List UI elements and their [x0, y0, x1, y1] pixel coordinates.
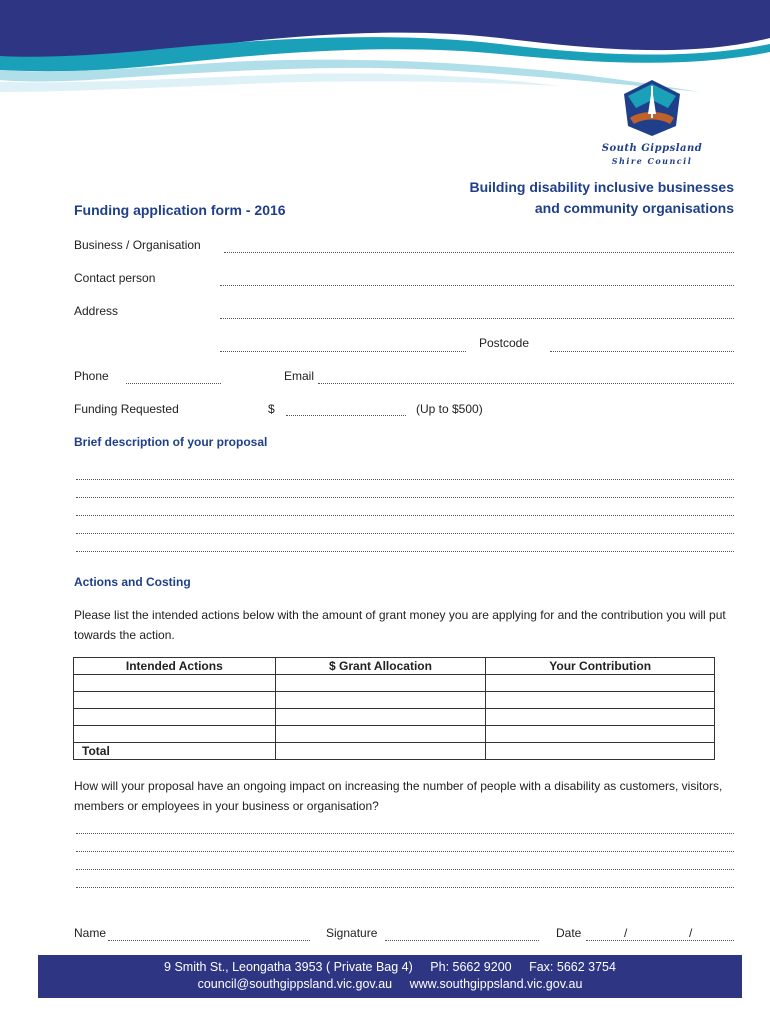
form-title: Funding application form - 2016 [74, 202, 286, 218]
brief-line-4[interactable] [76, 533, 734, 534]
total-contribution-cell[interactable] [486, 743, 715, 760]
brief-line-2[interactable] [76, 497, 734, 498]
contribution-cell[interactable] [486, 692, 715, 709]
contact-label: Contact person [74, 271, 156, 285]
council-name-line2: Shire Council [611, 156, 693, 166]
funding-label: Funding Requested [74, 402, 179, 416]
funding-amount-field[interactable] [286, 415, 406, 416]
footer-row-1 [38, 959, 742, 976]
table-row [74, 692, 715, 709]
impact-line-2[interactable] [76, 851, 734, 852]
contact-field[interactable] [220, 285, 734, 286]
postcode-label: Postcode [479, 336, 530, 350]
footer-row-2 [38, 976, 742, 993]
action-cell[interactable] [74, 709, 276, 726]
footer-address: 9 Smith St., Leongatha 3953 ( Private Bag 4) [164, 960, 413, 974]
impact-line-3[interactable] [76, 869, 734, 870]
contact-footer [38, 955, 742, 998]
address-field-line2[interactable] [220, 351, 466, 352]
costing-table [73, 657, 715, 760]
address-field-line1[interactable] [220, 318, 734, 319]
table-row [74, 675, 715, 692]
brief-line-1[interactable] [76, 479, 734, 480]
name-label: Name [74, 926, 107, 940]
footer-website[interactable]: www.southgippsland.vic.gov.au [409, 977, 583, 991]
brief-description-heading: Brief description of your proposal [74, 435, 268, 449]
date-field[interactable] [586, 940, 734, 941]
brief-line-3[interactable] [76, 515, 734, 516]
grant-cell[interactable] [275, 726, 486, 743]
grant-cell[interactable] [275, 692, 486, 709]
date-separator-1: / [624, 926, 628, 940]
postcode-field[interactable] [550, 351, 734, 352]
total-label: Total [74, 743, 276, 760]
council-name-line1: South Gippsland [601, 143, 703, 154]
footer-email[interactable]: council@southgippsland.vic.gov.au [197, 977, 393, 991]
program-heading [469, 177, 734, 219]
actions-heading: Actions and Costing [74, 575, 191, 589]
signature-field[interactable] [385, 940, 539, 941]
actions-instructions: Please list the intended actions below with the amount of grant money you are applying for and the contribution you will put towards the action. [74, 608, 726, 642]
name-field[interactable] [108, 940, 310, 941]
date-separator-2: / [689, 926, 693, 940]
contribution-cell[interactable] [486, 709, 715, 726]
action-cell[interactable] [74, 726, 276, 743]
header-your-contribution: Your Contribution [486, 658, 715, 675]
funding-limit-note: (Up to $500) [416, 402, 483, 416]
phone-field[interactable] [126, 383, 221, 384]
signature-label: Signature [326, 926, 378, 940]
grant-cell[interactable] [275, 675, 486, 692]
total-grant-cell[interactable] [275, 743, 486, 760]
program-heading-line2: and community organisations [534, 200, 734, 216]
total-row [74, 743, 715, 760]
header-intended-actions: Intended Actions [74, 658, 276, 675]
table-row [74, 726, 715, 743]
contribution-cell[interactable] [486, 675, 715, 692]
currency-symbol: $ [268, 402, 275, 416]
brief-line-5[interactable] [76, 551, 734, 552]
business-label: Business / Organisation [74, 238, 201, 252]
impact-question: How will your proposal have an ongoing impact on increasing the number of people with a disability as customers, visitors, members or employees in your business or organisation? [74, 779, 723, 813]
email-label: Email [284, 369, 315, 383]
impact-line-1[interactable] [76, 833, 734, 834]
email-field[interactable] [318, 383, 734, 384]
action-cell[interactable] [74, 692, 276, 709]
council-name [590, 143, 714, 167]
impact-line-4[interactable] [76, 887, 734, 888]
footer-fax: Fax: 5662 3754 [529, 960, 616, 974]
footer-phone: Ph: 5662 9200 [430, 960, 512, 974]
business-field[interactable] [224, 252, 734, 253]
program-heading-line1: Building disability inclusive businesses [469, 179, 734, 195]
table-row [74, 709, 715, 726]
contribution-cell[interactable] [486, 726, 715, 743]
date-label: Date [556, 926, 582, 940]
address-label: Address [74, 304, 119, 318]
phone-label: Phone [74, 369, 109, 383]
action-cell[interactable] [74, 675, 276, 692]
costing-header-row [74, 658, 715, 675]
council-logo [596, 78, 708, 138]
header-grant-allocation: $ Grant Allocation [275, 658, 486, 675]
grant-cell[interactable] [275, 709, 486, 726]
